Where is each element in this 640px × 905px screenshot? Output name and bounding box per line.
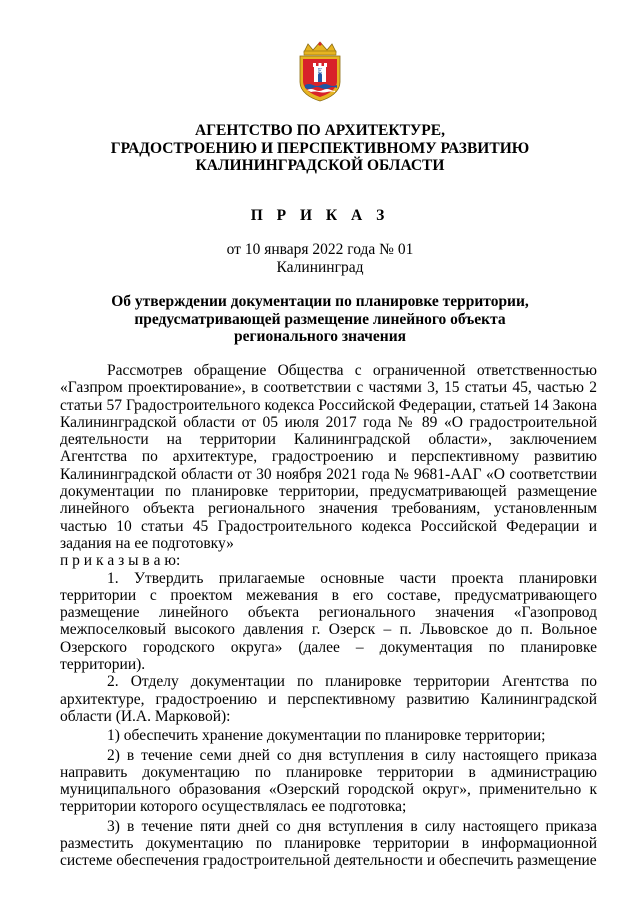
- subject-line: Об утверждении документации по планировке территории,: [111, 293, 529, 310]
- agency-name: [60, 122, 580, 175]
- order-city: Калининград: [276, 258, 364, 276]
- order-title: П Р И К А З: [250, 207, 390, 224]
- subitem-3-paragraph: 3) в течение пяти дней со дня вступления в силу настоящего приказа разместить документацию по планировке территории в информационной системе обеспечения градостроительной деятельности и обеспечить размещение: [60, 817, 597, 870]
- subitem-1-paragraph: 1) обеспечить хранение документации по планировке территории;: [107, 727, 546, 745]
- item-1-paragraph: 1. Утвердить прилагаемые основные части проекта планировки территории с проектом межевания в его составе, предусматривающего размещение линейного объекта регионального значения «Газопровод межпоселковый высокого давления г. Озерск – п. Львовское до п. Вольное Озерского городского округа» (далее – документация по планировке территории).: [60, 569, 597, 674]
- subject-line: предусматривающей размещение линейного объекта: [134, 310, 506, 328]
- agency-line: КАЛИНИНГРАДСКОЙ ОБЛАСТИ: [195, 157, 445, 174]
- agency-line: ГРАДОСТРОЕНИЮ И ПЕРСПЕКТИВНОМУ РАЗВИТИЮ: [110, 139, 530, 157]
- svg-text:Е: Е: [317, 68, 323, 75]
- item-2-paragraph: 2. Отделу документации по планировке территории Агентства по архитектуре, градостроению и перспективному развитию Калининградской области (И.А. Марковой):: [60, 673, 597, 725]
- order-body: [60, 362, 597, 870]
- coat-of-arms-icon: [296, 40, 344, 102]
- order-subject: [60, 293, 580, 346]
- order-directive: п р и к а з ы в а ю:: [60, 552, 181, 570]
- order-date-number: от 10 января 2022 года № 01: [226, 241, 414, 258]
- order-meta: [60, 241, 580, 276]
- subject-line: регионального значения: [233, 328, 407, 345]
- agency-line: АГЕНТСТВО ПО АРХИТЕКТУРЕ,: [195, 122, 445, 139]
- subitem-2-paragraph: 2) в течение семи дней со дня вступления в силу настоящего приказа направить документацию по планировке территории в администрацию муниципального образования «Озерский городской округ», применительно к территории которого осуществлялась ее подготовка;: [60, 746, 597, 816]
- preamble-paragraph: Рассмотрев обращение Общества с ограниченной ответственностью «Газпром проектирование», в соответствии с частями 3, 15 статьи 45, частью 2 статьи 57 Градостроительного кодекса Российской Федерации, статьей 14 Закона Калининградской области от 05 июля 2017 года № 89 «О градостроительной деятельности на территории Калининградской области», заключением Агентства по архитектуре, градостроению и перспективному развитию Калининградской области от 30 ноября 2021 года № 9681-ААГ «О соответствии документации по планировке территории, предусматривающей размещение линейного объекта регионального значения требованиям, установленным частью 10 статьи 45 Градостроительного кодекса Российской Федерации и задания на ее подготовку»: [60, 362, 597, 552]
